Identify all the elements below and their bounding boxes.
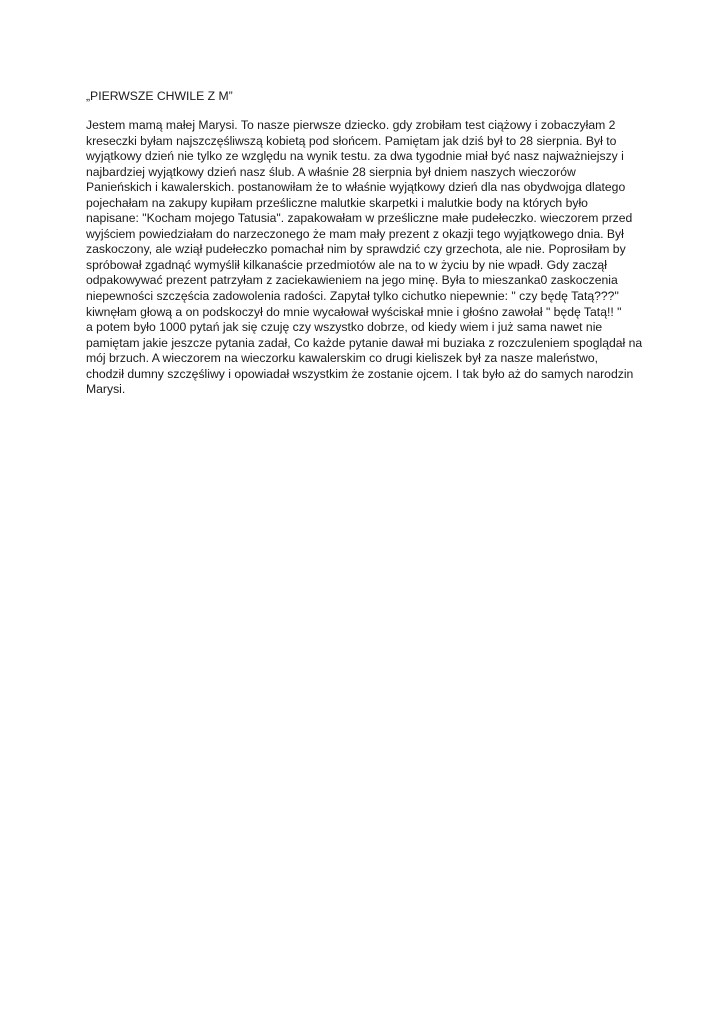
body-line: mój brzuch. A wieczorem na wieczorku kawalerskim co drugi kieliszek był za nasze maleństwo, [86,351,599,366]
body-line: pojechałam na zakupy kupiłam prześliczne malutkie skarpetki i malutkie body na których było [86,195,588,210]
body-line: kiwnęłam głową a on podskoczył do mnie wycałował wyściskał mnie i głośno zawołał " będę Tatą!! " [86,304,622,319]
body-line: wyjątkowy dzień nie tylko ze względu na wynik testu. za dwa tygodnie miał być nasz najważniejszy i [86,149,624,164]
body-line: odpakowywać prezent patrzyłam z zaciekawieniem na jego minę. Była to mieszanka0 zaskoczenia [86,273,618,288]
body-line: Panieńskich i kawalerskich. postanowiłam że to właśnie wyjątkowy dzień dla nas obydwojga dlatego [86,180,626,195]
body-line: kreseczki byłam najszczęśliwszą kobietą pod słońcem. Pamiętam jak dziś był to 28 sierpnia. Był to [86,133,617,148]
body-line: spróbował zgadnąć wymyślił kilkanaście przedmiotów ale na to w życiu by nie wpadł. Gdy zaczął [86,257,607,272]
body-line: a potem było 1000 pytań jak się czuję czy wszystko dobrze, od kiedy wiem i już sama nawet nie [86,320,603,335]
body-line: najbardziej wyjątkowy dzień nasz ślub. A właśnie 28 sierpnia był dniem naszych wieczorów [86,164,576,179]
body-line: zaskoczony, ale wziął pudełeczko pomachał nim by sprawdzić czy grzechota, ale nie. Poprosiłam by [86,242,626,257]
body-line: niepewności szczęścia zadowolenia radości. Zapytał tylko cichutko niepewnie: " czy będę Tatą???" [86,289,619,304]
body-line: wyjściem powiedziałam do narzeczonego że mam mały prezent z okazji tego wyjątkowego dnia. Był [86,226,624,241]
body-line: pamiętam jakie jeszcze pytania zadał, Co każde pytanie dawał mi buziaka z rozczuleniem spoglądał na [86,335,643,350]
body-line: napisane: "Kocham mojego Tatusia". zapakowałam w prześliczne małe pudełeczko. wieczorem przed [86,211,633,226]
body-line: Marysi. [86,382,126,397]
document-title: „PIERWSZE CHWILE Z M” [86,89,233,103]
body-line: Jestem mamą małej Marysi. To nasze pierwsze dziecko. gdy zrobiłam test ciążowy i zobaczyłam 2 [86,118,616,132]
document-body [86,118,651,398]
body-line: chodził dumny szczęśliwy i opowiadał wszystkim że zostanie ojcem. I tak było aż do samych narodzin [86,366,634,381]
